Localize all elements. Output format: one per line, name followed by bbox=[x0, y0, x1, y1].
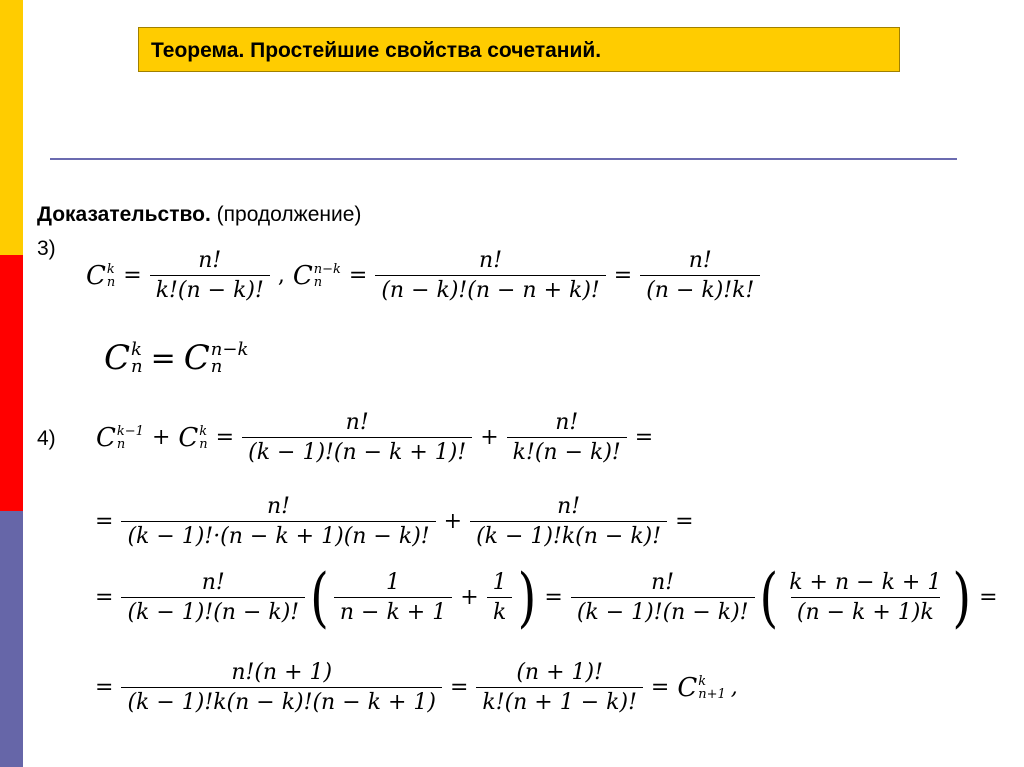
accent-bar-yellow bbox=[0, 0, 23, 255]
formula-4-line-4: = $\frac{n!(n + 1)}{(k - 1)!k(n - k)!(n - k + 1)}$ = $\frac{(n + 1)!}{k!(n + 1 - k)!}$ = C k n+1 , bbox=[95, 660, 738, 715]
combination-n-k: C k n bbox=[86, 260, 116, 291]
title-box bbox=[138, 27, 900, 72]
title-divider bbox=[50, 158, 957, 160]
fraction: $\frac{n!}{k!(n - k)!}$ bbox=[507, 410, 627, 465]
fraction: $\frac{1}{k}$ bbox=[487, 570, 513, 625]
fraction: $\frac{n!}{(k - 1)!(n - k)!}$ bbox=[121, 570, 305, 625]
formula-4-line-1: C k−1 n + C k n = $\frac{n!}{(k - 1)!(n - k + 1)!}$ + $\frac{n!}{k!(n - k)!}$ = bbox=[96, 410, 654, 465]
accent-bar-red bbox=[0, 255, 23, 511]
fraction: $\frac{n!}{(k - 1)!k(n - k)!}$ bbox=[470, 494, 667, 549]
fraction: $\frac{n!}{(k - 1)!(n - k)!}$ bbox=[571, 570, 755, 625]
formula-4-line-3: = $\frac{n!}{(k - 1)!(n - k)!}$ ( $\frac{1}{n - k + 1}$ + $\frac{1}{k}$ ) = $\frac{n!}{(k - 1)!(n - k)!}$ ( $\frac{k + n - k + 1}{(n - k + 1)k}$ ) = bbox=[95, 559, 998, 636]
formula-3-result: C k n = C n−k n bbox=[104, 338, 249, 378]
item-3-label: 3) bbox=[37, 237, 56, 260]
fraction: $\frac{n!}{k!(n - k)!}$ bbox=[150, 248, 270, 303]
item-4-label: 4) bbox=[37, 427, 56, 450]
combination-n-k: C k n bbox=[178, 422, 208, 453]
fraction: $\frac{k + n - k + 1}{(n - k + 1)k}$ bbox=[789, 570, 942, 625]
proof-note: (продолжение) bbox=[216, 203, 362, 226]
fraction: $\frac{1}{n - k + 1}$ bbox=[334, 570, 452, 625]
fraction: $\frac{n!}{(k - 1)!(n - k + 1)!}$ bbox=[242, 410, 472, 465]
formula-3-line-1: C k n = $\frac{n!}{k!(n - k)!}$ , C n−k n = $\frac{n!}{(n - k)!(n - n + k)!}$ = $\frac{n!}{(n - k)!k!}$ bbox=[86, 248, 760, 303]
formula-4-line-2: = $\frac{n!}{(k - 1)!\cdot(n - k + 1)(n - k)!}$ + $\frac{n!}{(k - 1)!k(n - k)!}$ = bbox=[95, 494, 694, 549]
accent-bar-blue bbox=[0, 511, 23, 767]
combination-n-k: C k n bbox=[104, 338, 143, 378]
combination-n-plus-1-k: C k n+1 bbox=[677, 672, 726, 703]
combination-n-k-minus-1: C k−1 n bbox=[96, 422, 144, 453]
fraction: $\frac{n!(n + 1)}{(k - 1)!k(n - k)!(n - k + 1)}$ bbox=[121, 660, 442, 715]
proof-heading bbox=[37, 203, 361, 227]
combination-n-nk: C n−k n bbox=[183, 338, 249, 378]
proof-label: Доказательство. bbox=[37, 203, 211, 226]
fraction: $\frac{(n + 1)!}{k!(n + 1 - k)!}$ bbox=[476, 660, 643, 715]
combination-n-nk: C n−k n bbox=[292, 260, 341, 291]
fraction: $\frac{n!}{(n - k)!k!}$ bbox=[640, 248, 760, 303]
fraction: $\frac{n!}{(n - k)!(n - n + k)!}$ bbox=[375, 248, 605, 303]
slide-title: Теорема. Простейшие свойства сочетаний. bbox=[151, 39, 602, 62]
fraction: $\frac{n!}{(k - 1)!\cdot(n - k + 1)(n - k)!}$ bbox=[121, 494, 435, 549]
